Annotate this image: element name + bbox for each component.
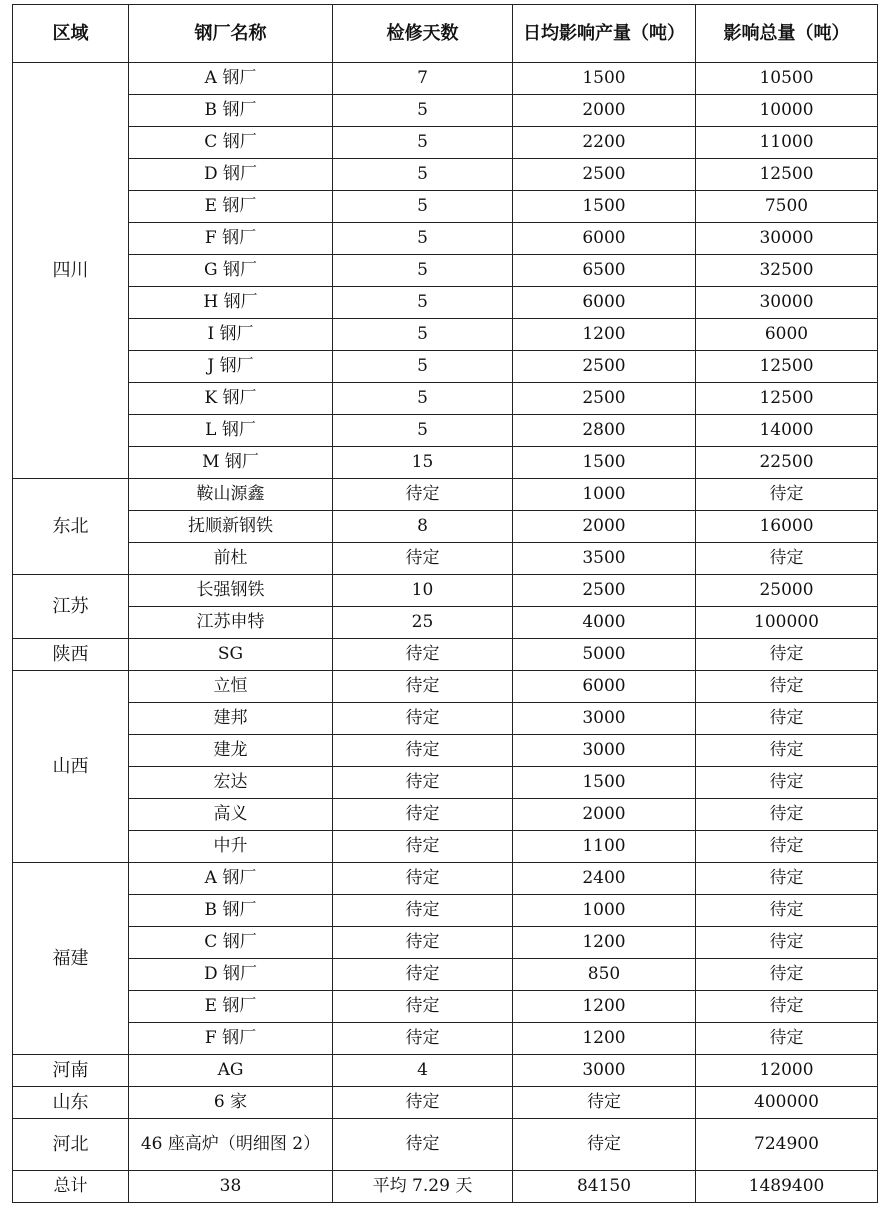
cell-maintenance-days: 待定: [333, 895, 513, 927]
cell-total-impact: 16000: [696, 511, 878, 543]
table-row: [13, 287, 878, 319]
cell-maintenance-days: 5: [333, 383, 513, 415]
cell-total-impact: 30000: [696, 287, 878, 319]
cell-total-impact: 待定: [696, 671, 878, 703]
cell-mill-name: 立恒: [129, 671, 333, 703]
cell-total-impact: 12500: [696, 351, 878, 383]
cell-maintenance-days: 待定: [333, 927, 513, 959]
cell-total-impact: 待定: [696, 703, 878, 735]
cell-mill-name: 鞍山源鑫: [129, 479, 333, 511]
cell-total-impact: 待定: [696, 831, 878, 863]
cell-mill-name: SG: [129, 639, 333, 671]
cell-mill-name: D 钢厂: [129, 159, 333, 191]
cell-region: 福建: [13, 863, 129, 1055]
total-row: [13, 1171, 878, 1203]
cell-total-impact: 待定: [696, 927, 878, 959]
cell-daily-output: 1200: [513, 991, 696, 1023]
cell-daily-output: 2500: [513, 575, 696, 607]
cell-mill-name: C 钢厂: [129, 927, 333, 959]
cell-maintenance-days: 5: [333, 351, 513, 383]
cell-total-impact: 待定: [696, 863, 878, 895]
cell-daily-output: 待定: [513, 1087, 696, 1119]
cell-total-impact: 22500: [696, 447, 878, 479]
cell-mill-name: 高义: [129, 799, 333, 831]
table-row: [13, 127, 878, 159]
cell-maintenance-days: 10: [333, 575, 513, 607]
cell-mill-name: 中升: [129, 831, 333, 863]
cell-mill-name: J 钢厂: [129, 351, 333, 383]
cell-maintenance-days: 5: [333, 319, 513, 351]
cell-mill-name: 6 家: [129, 1087, 333, 1119]
cell-daily-output: 2200: [513, 127, 696, 159]
cell-daily-output: 4000: [513, 607, 696, 639]
cell-daily-output: 1200: [513, 927, 696, 959]
cell-daily-output: 2400: [513, 863, 696, 895]
cell-daily-output: 1500: [513, 63, 696, 95]
cell-total-impact: 12000: [696, 1055, 878, 1087]
cell-mill-name: 46 座高炉（明细图 2）: [129, 1119, 333, 1171]
table-row: [13, 319, 878, 351]
cell-daily-output: 2500: [513, 383, 696, 415]
table-row: [13, 767, 878, 799]
cell-maintenance-days: 25: [333, 607, 513, 639]
header-row: [13, 5, 878, 63]
table-row: [13, 575, 878, 607]
cell-maintenance-days: 15: [333, 447, 513, 479]
cell-maintenance-days: 4: [333, 1055, 513, 1087]
cell-total-impact: 400000: [696, 1087, 878, 1119]
table-row: [13, 607, 878, 639]
cell-mill-name: E 钢厂: [129, 191, 333, 223]
cell-region: 江苏: [13, 575, 129, 639]
table-row: [13, 735, 878, 767]
table-row: [13, 639, 878, 671]
cell-daily-output: 1000: [513, 479, 696, 511]
cell-total-impact: 待定: [696, 1023, 878, 1055]
table-row: [13, 511, 878, 543]
cell-daily-output: 2500: [513, 159, 696, 191]
cell-maintenance-days: 待定: [333, 735, 513, 767]
cell-total-mill-count: 38: [129, 1171, 333, 1203]
cell-region: 陕西: [13, 639, 129, 671]
table-row: [13, 1119, 878, 1171]
cell-daily-output: 2000: [513, 95, 696, 127]
header-total-impact: 影响总量（吨）: [696, 5, 878, 63]
cell-region: 东北: [13, 479, 129, 575]
cell-total-impact: 14000: [696, 415, 878, 447]
cell-maintenance-days: 5: [333, 191, 513, 223]
cell-daily-output: 2000: [513, 799, 696, 831]
cell-total-impact: 724900: [696, 1119, 878, 1171]
cell-mill-name: 宏达: [129, 767, 333, 799]
cell-mill-name: B 钢厂: [129, 895, 333, 927]
table-row: [13, 191, 878, 223]
cell-region: 四川: [13, 63, 129, 479]
cell-total-impact: 待定: [696, 735, 878, 767]
cell-mill-name: I 钢厂: [129, 319, 333, 351]
cell-total-impact: 10000: [696, 95, 878, 127]
cell-mill-name: 建邦: [129, 703, 333, 735]
cell-maintenance-days: 5: [333, 287, 513, 319]
cell-maintenance-days: 5: [333, 415, 513, 447]
table-row: [13, 799, 878, 831]
table-row: [13, 63, 878, 95]
cell-total-impact: 11000: [696, 127, 878, 159]
table-body: [13, 63, 878, 1203]
cell-mill-name: B 钢厂: [129, 95, 333, 127]
cell-total-impact: 待定: [696, 767, 878, 799]
table-row: [13, 927, 878, 959]
cell-maintenance-days: 待定: [333, 799, 513, 831]
cell-region: 山东: [13, 1087, 129, 1119]
cell-total-impact: 25000: [696, 575, 878, 607]
cell-daily-output: 6500: [513, 255, 696, 287]
cell-total-label: 总计: [13, 1171, 129, 1203]
cell-total-impact: 待定: [696, 959, 878, 991]
cell-maintenance-days: 5: [333, 95, 513, 127]
cell-maintenance-days: 5: [333, 127, 513, 159]
cell-total-impact: 待定: [696, 799, 878, 831]
table-row: [13, 991, 878, 1023]
cell-daily-output: 6000: [513, 287, 696, 319]
cell-mill-name: 抚顺新钢铁: [129, 511, 333, 543]
cell-daily-output: 3500: [513, 543, 696, 575]
cell-total-impact: 12500: [696, 159, 878, 191]
cell-total-impact: 32500: [696, 255, 878, 287]
cell-mill-name: A 钢厂: [129, 863, 333, 895]
cell-maintenance-days: 待定: [333, 1087, 513, 1119]
table-row: [13, 831, 878, 863]
cell-maintenance-days: 待定: [333, 1119, 513, 1171]
table-row: [13, 959, 878, 991]
cell-region: 山西: [13, 671, 129, 863]
cell-maintenance-days: 待定: [333, 479, 513, 511]
table-row: [13, 671, 878, 703]
cell-daily-output: 5000: [513, 639, 696, 671]
cell-maintenance-days: 待定: [333, 671, 513, 703]
header-daily-output-impact: 日均影响产量（吨）: [513, 5, 696, 63]
cell-mill-name: M 钢厂: [129, 447, 333, 479]
cell-daily-output: 1500: [513, 447, 696, 479]
cell-daily-output: 2500: [513, 351, 696, 383]
table-row: [13, 159, 878, 191]
cell-average-days: 平均 7.29 天: [333, 1171, 513, 1203]
cell-maintenance-days: 待定: [333, 639, 513, 671]
table-row: [13, 1087, 878, 1119]
cell-mill-name: 建龙: [129, 735, 333, 767]
table-row: [13, 895, 878, 927]
cell-total-impact: 12500: [696, 383, 878, 415]
cell-daily-output: 6000: [513, 223, 696, 255]
cell-total-impact: 6000: [696, 319, 878, 351]
cell-mill-name: E 钢厂: [129, 991, 333, 1023]
cell-daily-output: 3000: [513, 703, 696, 735]
cell-maintenance-days: 5: [333, 223, 513, 255]
cell-maintenance-days: 待定: [333, 863, 513, 895]
cell-grand-total-impact: 1489400: [696, 1171, 878, 1203]
cell-daily-output: 850: [513, 959, 696, 991]
steel-mill-maintenance-table: [12, 4, 878, 1203]
table-row: [13, 351, 878, 383]
cell-total-impact: 100000: [696, 607, 878, 639]
cell-total-impact: 待定: [696, 895, 878, 927]
table-row: [13, 543, 878, 575]
header-maintenance-days: 检修天数: [333, 5, 513, 63]
cell-mill-name: G 钢厂: [129, 255, 333, 287]
table-row: [13, 447, 878, 479]
cell-mill-name: C 钢厂: [129, 127, 333, 159]
cell-region: 河南: [13, 1055, 129, 1087]
table-row: [13, 863, 878, 895]
cell-total-impact: 7500: [696, 191, 878, 223]
table-row: [13, 703, 878, 735]
cell-daily-output: 1000: [513, 895, 696, 927]
cell-maintenance-days: 待定: [333, 703, 513, 735]
cell-daily-output: 1200: [513, 1023, 696, 1055]
cell-daily-output: 1500: [513, 767, 696, 799]
cell-maintenance-days: 5: [333, 255, 513, 287]
cell-mill-name: 前杜: [129, 543, 333, 575]
cell-total-impact: 待定: [696, 479, 878, 511]
cell-total-impact: 待定: [696, 639, 878, 671]
cell-total-impact: 30000: [696, 223, 878, 255]
cell-mill-name: L 钢厂: [129, 415, 333, 447]
cell-total-impact: 待定: [696, 543, 878, 575]
steel-mill-maintenance-table-container: [12, 4, 878, 1203]
table-row: [13, 479, 878, 511]
cell-mill-name: H 钢厂: [129, 287, 333, 319]
cell-mill-name: 长强钢铁: [129, 575, 333, 607]
cell-daily-output: 1500: [513, 191, 696, 223]
table-row: [13, 1055, 878, 1087]
cell-mill-name: AG: [129, 1055, 333, 1087]
cell-maintenance-days: 待定: [333, 543, 513, 575]
cell-daily-output: 2800: [513, 415, 696, 447]
table-row: [13, 383, 878, 415]
cell-daily-output: 1200: [513, 319, 696, 351]
cell-mill-name: A 钢厂: [129, 63, 333, 95]
cell-daily-output: 1100: [513, 831, 696, 863]
cell-total-impact: 待定: [696, 991, 878, 1023]
cell-total-daily-output: 84150: [513, 1171, 696, 1203]
table-row: [13, 223, 878, 255]
cell-maintenance-days: 7: [333, 63, 513, 95]
cell-maintenance-days: 8: [333, 511, 513, 543]
header-region: 区域: [13, 5, 129, 63]
cell-mill-name: 江苏申特: [129, 607, 333, 639]
cell-mill-name: F 钢厂: [129, 223, 333, 255]
cell-maintenance-days: 待定: [333, 1023, 513, 1055]
cell-maintenance-days: 待定: [333, 831, 513, 863]
table-row: [13, 255, 878, 287]
cell-daily-output: 3000: [513, 1055, 696, 1087]
table-row: [13, 415, 878, 447]
table-row: [13, 1023, 878, 1055]
cell-maintenance-days: 待定: [333, 991, 513, 1023]
table-row: [13, 95, 878, 127]
cell-mill-name: D 钢厂: [129, 959, 333, 991]
cell-daily-output: 3000: [513, 735, 696, 767]
cell-maintenance-days: 待定: [333, 767, 513, 799]
cell-mill-name: F 钢厂: [129, 1023, 333, 1055]
cell-maintenance-days: 待定: [333, 959, 513, 991]
cell-daily-output: 2000: [513, 511, 696, 543]
header-mill-name: 钢厂名称: [129, 5, 333, 63]
cell-daily-output: 待定: [513, 1119, 696, 1171]
cell-region: 河北: [13, 1119, 129, 1171]
cell-total-impact: 10500: [696, 63, 878, 95]
cell-mill-name: K 钢厂: [129, 383, 333, 415]
cell-maintenance-days: 5: [333, 159, 513, 191]
cell-daily-output: 6000: [513, 671, 696, 703]
